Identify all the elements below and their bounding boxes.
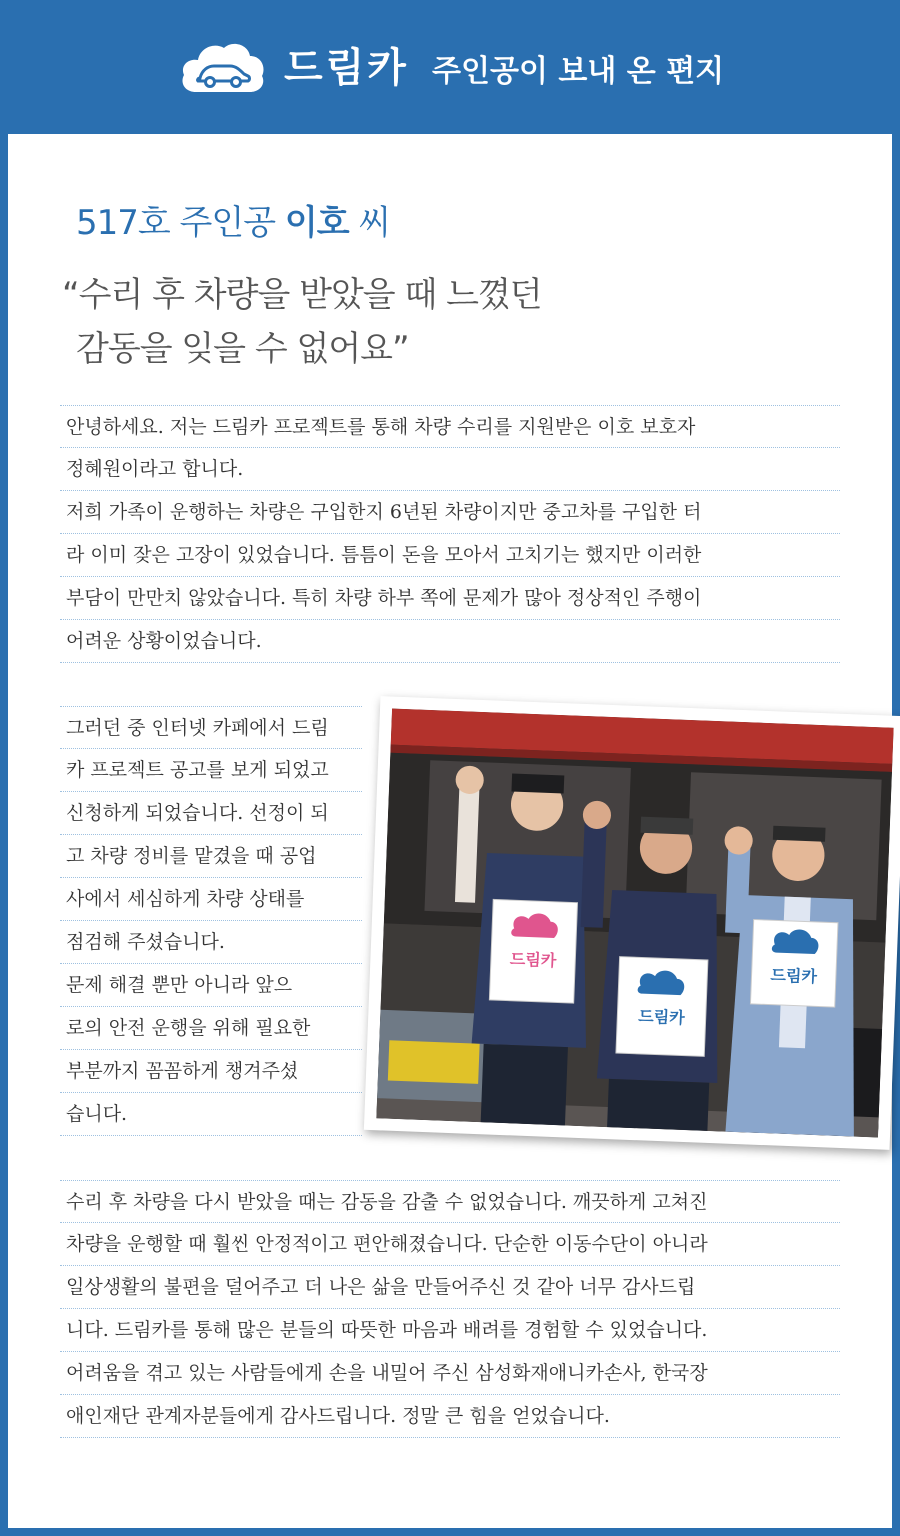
sign-text-blue-2: 드림카	[770, 965, 818, 987]
text-line: 정혜원이라고 합니다.	[60, 448, 840, 491]
letter-paragraph-1	[60, 405, 840, 663]
sign-text-pink: 드림카	[509, 949, 557, 971]
quote-line-2: 감동을 잊을 수 없어요”	[76, 329, 409, 369]
text-line: 그러던 중 인터넷 카페에서 드림	[60, 706, 362, 749]
cloud-car-icon	[178, 40, 266, 96]
text-line: 신청하게 되었습니다. 선정이 되	[60, 792, 362, 835]
sign-text-blue-1: 드림카	[637, 1006, 686, 1028]
text-line: 니다. 드림카를 통해 많은 분들의 따뜻한 마음과 배려를 경험할 수 있었습니다.	[60, 1309, 840, 1352]
quote-line-1: “수리 후 차량을 받았을 때 느꼈던	[62, 275, 542, 315]
photo-illustration	[376, 709, 893, 1138]
text-line: 차량을 운행할 때 훨씬 안정적이고 편안해졌습니다. 단순한 이동수단이 아니라	[60, 1223, 840, 1266]
letter-paragraph-3	[60, 1180, 840, 1438]
text-line: 라 이미 잦은 고장이 있었습니다. 틈틈이 돈을 모아서 고치기는 했지만 이러한	[60, 534, 840, 577]
page-header	[0, 0, 900, 134]
text-line: 점검해 주셨습니다.	[60, 921, 362, 964]
text-line: 문제 해결 뿐만 아니라 앞으	[60, 964, 362, 1007]
text-line: 로의 안전 운행을 위해 필요한	[60, 1007, 362, 1050]
text-line: 어려운 상황이었습니다.	[60, 620, 840, 663]
text-line: 부담이 만만치 않았습니다. 특히 차량 하부 쪽에 문제가 많아 정상적인 주행이	[60, 577, 840, 620]
text-line: 일상생활의 불편을 덜어주고 더 나은 삶을 만들어주신 것 같아 너무 감사드립	[60, 1266, 840, 1309]
text-line: 저희 가족이 운행하는 차량은 구입한지 6년된 차량이지만 중고차를 구입한 터	[60, 491, 840, 534]
episode-title: 517호 주인공 이호 씨	[76, 203, 391, 243]
protagonist-name: 이호	[284, 203, 349, 243]
text-line: 수리 후 차량을 다시 받았을 때는 감동을 감출 수 없었습니다. 깨끗하게 고쳐진	[60, 1180, 840, 1223]
text-line: 습니다.	[60, 1093, 362, 1136]
brand-title: 드림카	[284, 45, 409, 91]
text-line: 고 차량 정비를 맡겼을 때 공업	[60, 835, 362, 878]
text-line: 어려움을 겪고 있는 사람들에게 손을 내밀어 주신 삼성화재애니카손사, 한국장	[60, 1352, 840, 1395]
text-line: 부분까지 꼼꼼하게 챙겨주셨	[60, 1050, 362, 1093]
text-line: 애인재단 관계자분들에게 감사드립니다. 정말 큰 힘을 얻었습니다.	[60, 1395, 840, 1438]
letter-paragraph-2	[60, 706, 362, 1136]
group-photo	[364, 696, 900, 1150]
text-line: 카 프로젝트 공고를 보게 되었고	[60, 749, 362, 792]
text-line: 안녕하세요. 저는 드림카 프로젝트를 통해 차량 수리를 지원받은 이호 보호자	[60, 405, 840, 448]
headline-quote	[62, 268, 542, 376]
text-line: 사에서 세심하게 차량 상태를	[60, 878, 362, 921]
header-subtitle: 주인공이 보내 온 편지	[432, 54, 725, 89]
